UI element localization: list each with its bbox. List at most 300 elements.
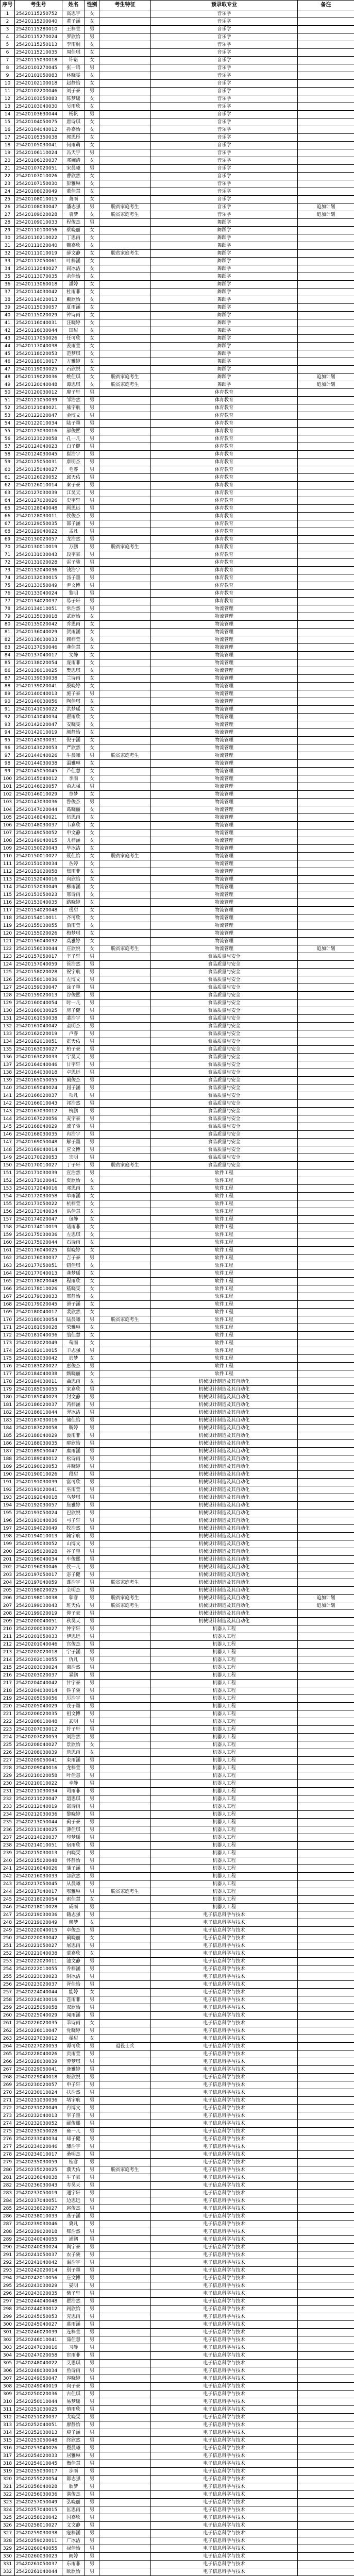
cell-feature — [99, 18, 151, 26]
cell-name: 茹佳慧 — [62, 2336, 85, 2344]
cell-feature — [99, 899, 151, 907]
cell-major: 食品质量与安全 — [151, 1069, 298, 1077]
cell-note — [298, 953, 354, 961]
cell-note — [298, 2437, 354, 2445]
cell-no: 292 — [1, 2259, 15, 2267]
cell-major: 软件工程 — [151, 1262, 298, 1270]
cell-sex: 男 — [85, 2182, 99, 2190]
cell-major: 机械设计制造及其自动化 — [151, 1448, 298, 1455]
cell-name: 左思琪 — [62, 1231, 85, 1239]
cell-sex: 男 — [85, 1154, 99, 1162]
cell-feature — [99, 1224, 151, 1231]
cell-no: 49 — [1, 381, 15, 389]
table-row — [1, 173, 354, 180]
cell-name: 扈俊杰 — [62, 2205, 85, 2213]
cell-sex: 男 — [85, 2066, 99, 2074]
table-row — [1, 1618, 354, 1625]
cell-name: 逄雅婷 — [62, 2066, 85, 2074]
cell-major: 机械设计制造及其自动化 — [151, 1409, 298, 1417]
cell-name: 古佳琪 — [62, 2391, 85, 2398]
cell-no: 211 — [1, 1633, 15, 1641]
cell-id: 25420147020044 — [15, 806, 62, 814]
cell-feature — [99, 2568, 151, 2576]
cell-sex: 男 — [85, 2228, 99, 2236]
cell-name: 杨帆 — [62, 111, 85, 118]
cell-sex: 男 — [85, 443, 99, 451]
cell-major: 体育教育 — [151, 497, 298, 505]
cell-sex: 男 — [85, 1641, 99, 1649]
cell-name: 翟雨欣 — [62, 714, 85, 721]
table-row — [1, 1139, 354, 1146]
table-row — [1, 2282, 354, 2290]
cell-name: 章梦 — [62, 791, 85, 799]
cell-id: 25420167020056 — [15, 1115, 62, 1123]
cell-no: 29 — [1, 227, 15, 234]
cell-no: 57 — [1, 443, 15, 451]
table-row — [1, 513, 354, 520]
table-row — [1, 2197, 354, 2205]
table-row — [1, 1255, 354, 1262]
cell-feature — [99, 1710, 151, 1718]
cell-name: 隗宇航 — [62, 1533, 85, 1540]
cell-feature — [99, 1046, 151, 1054]
cell-name: 储佳怡 — [62, 1417, 85, 1425]
cell-feature — [99, 2213, 151, 2221]
cell-id: 25420244030012 — [15, 2306, 62, 2313]
cell-name: 谷俊熙 — [62, 992, 85, 999]
cell-note — [298, 180, 354, 188]
cell-feature — [99, 1819, 151, 1826]
cell-feature — [99, 1525, 151, 1533]
cell-sex: 女 — [85, 242, 99, 250]
cell-id: 25420172030058 — [15, 1193, 62, 1200]
cell-name: 武欣怡 — [62, 613, 85, 621]
cell-sex: 男 — [85, 520, 99, 528]
table-row — [1, 729, 354, 737]
cell-name: 甘宇豪 — [62, 1680, 85, 1687]
table-row — [1, 505, 354, 513]
cell-name: 杭梓萱 — [62, 1200, 85, 1208]
cell-no: 142 — [1, 1100, 15, 1108]
cell-major: 机械设计制造及其自动化 — [151, 1587, 298, 1595]
cell-no: 5 — [1, 41, 15, 49]
cell-no: 280 — [1, 2166, 15, 2174]
cell-major: 体育教育 — [151, 536, 298, 544]
cell-no: 134 — [1, 1038, 15, 1046]
cell-feature — [99, 1324, 151, 1332]
cell-feature — [99, 2352, 151, 2360]
cell-note — [298, 1378, 354, 1386]
cell-name: 严欣然 — [62, 744, 85, 752]
cell-name: 司雨菲 — [62, 1788, 85, 1795]
cell-feature — [99, 2027, 151, 2035]
cell-note — [298, 2290, 354, 2298]
cell-id: 25420114020013 — [15, 296, 62, 304]
cell-note — [298, 49, 354, 57]
cell-id: 25420197040059 — [15, 1579, 62, 1587]
cell-no: 159 — [1, 1231, 15, 1239]
cell-feature — [99, 1417, 151, 1425]
cell-note — [298, 1208, 354, 1216]
cell-note — [298, 188, 354, 196]
cell-note — [298, 1927, 354, 1935]
cell-name: 雷子骏 — [62, 559, 85, 567]
cell-name: 洪梦瑶 — [62, 706, 85, 714]
cell-no: 315 — [1, 2437, 15, 2445]
cell-id: 25420208040027 — [15, 1741, 62, 1749]
cell-major: 物流管理 — [151, 644, 298, 652]
cell-id: 25420226010047 — [15, 2027, 62, 2035]
cell-note — [298, 2499, 354, 2506]
table-row — [1, 2097, 354, 2105]
table-row — [1, 482, 354, 489]
cell-note — [298, 1834, 354, 1842]
table-row — [1, 1425, 354, 1432]
cell-sex: 男 — [85, 1486, 99, 1494]
cell-sex: 男 — [85, 1479, 99, 1486]
cell-sex: 男 — [85, 219, 99, 227]
cell-no: 168 — [1, 1301, 15, 1309]
cell-feature — [99, 1935, 151, 1942]
table-row — [1, 884, 354, 891]
cell-no: 223 — [1, 1726, 15, 1734]
cell-name: 廖静怡 — [62, 2421, 85, 2429]
cell-id: 25420155020026 — [15, 930, 62, 938]
cell-id: 25420117050026 — [15, 335, 62, 343]
cell-major: 电子信息科学与技术 — [151, 1950, 298, 1958]
cell-id: 25420189040012 — [15, 1455, 62, 1463]
cell-no: 325 — [1, 2514, 15, 2522]
cell-note — [298, 922, 354, 930]
table-row — [1, 737, 354, 744]
table-header — [1, 1, 354, 10]
table-row — [1, 1185, 354, 1193]
cell-major: 物流管理 — [151, 652, 298, 659]
cell-name: 蓬浩宇 — [62, 1579, 85, 1587]
cell-feature — [99, 2050, 151, 2058]
cell-note — [298, 1819, 354, 1826]
cell-feature — [99, 2460, 151, 2468]
cell-name: 钟诗雨 — [62, 312, 85, 319]
cell-id: 25420181040036 — [15, 1332, 62, 1340]
table-row — [1, 1772, 354, 1780]
cell-note — [298, 1795, 354, 1803]
cell-note — [298, 1115, 354, 1123]
table-row — [1, 1502, 354, 1510]
cell-major: 电子信息科学与技术 — [151, 2221, 298, 2228]
cell-sex: 女 — [85, 57, 99, 64]
cell-sex: 男 — [85, 2120, 99, 2128]
cell-note — [298, 1123, 354, 1131]
cell-no: 264 — [1, 2043, 15, 2050]
cell-id: 25420110210022 — [15, 234, 62, 242]
cell-note — [298, 2553, 354, 2561]
cell-no: 45 — [1, 350, 15, 358]
cell-name: 赖梦 — [62, 1919, 85, 1927]
cell-name: 汪晓婷 — [62, 319, 85, 327]
cell-no: 1 — [1, 10, 15, 18]
cell-no: 172 — [1, 1332, 15, 1340]
cell-feature — [99, 319, 151, 327]
cell-feature — [99, 2228, 151, 2236]
cell-feature — [99, 2313, 151, 2321]
cell-name: 祁浩然 — [62, 1100, 85, 1108]
cell-major: 机械设计制造及其自动化 — [151, 1440, 298, 1448]
cell-id: 25420172040016 — [15, 1185, 62, 1193]
cell-id: 25420214020037 — [15, 1834, 62, 1842]
cell-name: 车俊熙 — [62, 1556, 85, 1564]
cell-note — [298, 2452, 354, 2460]
cell-sex: 男 — [85, 992, 99, 999]
table-row — [1, 1455, 354, 1463]
cell-no: 38 — [1, 296, 15, 304]
cell-sex: 男 — [85, 1726, 99, 1734]
cell-no: 179 — [1, 1386, 15, 1394]
cell-id: 25420206020035 — [15, 1710, 62, 1718]
cell-no: 278 — [1, 2151, 15, 2159]
cell-name: 宗明 — [62, 1154, 85, 1162]
cell-major: 机械设计制造及其自动化 — [151, 1378, 298, 1386]
cell-major: 电子信息科学与技术 — [151, 2414, 298, 2421]
cell-note — [298, 482, 354, 489]
cell-id: 25420178020048 — [15, 1278, 62, 1285]
table-row — [1, 1942, 354, 1950]
cell-id: 25420167030012 — [15, 1108, 62, 1115]
cell-name: 潘志强 — [62, 204, 85, 211]
cell-feature: 脱贫家庭考生 — [99, 945, 151, 953]
table-row — [1, 142, 354, 149]
cell-major: 机器人工程 — [151, 1803, 298, 1811]
cell-no: 303 — [1, 2344, 15, 2352]
table-row — [1, 420, 354, 428]
cell-feature — [99, 304, 151, 312]
cell-feature — [99, 1471, 151, 1479]
table-row — [1, 1363, 354, 1370]
cell-feature — [99, 1340, 151, 1347]
cell-note — [298, 1587, 354, 1595]
table-row — [1, 95, 354, 103]
cell-id: 25420127030039 — [15, 489, 62, 497]
cell-feature — [99, 10, 151, 18]
cell-feature — [99, 1788, 151, 1795]
cell-feature — [99, 126, 151, 134]
cell-feature — [99, 451, 151, 459]
table-row — [1, 845, 354, 853]
cell-id: 25420249040019 — [15, 2383, 62, 2391]
cell-sex: 女 — [85, 644, 99, 652]
table-row — [1, 296, 354, 304]
table-row — [1, 219, 354, 227]
cell-major: 物流管理 — [151, 806, 298, 814]
cell-id: 25420209040016 — [15, 1765, 62, 1772]
cell-note — [298, 2259, 354, 2267]
table-row — [1, 1394, 354, 1401]
cell-sex: 女 — [85, 281, 99, 289]
cell-name: 夏雨涵 — [62, 304, 85, 312]
cell-major: 物流管理 — [151, 884, 298, 891]
table-row — [1, 1046, 354, 1054]
cell-feature — [99, 1680, 151, 1687]
table-row — [1, 1285, 354, 1293]
cell-id: 25420165040024 — [15, 1084, 62, 1092]
cell-feature — [99, 1803, 151, 1811]
cell-name: 邓思雨 — [62, 1185, 85, 1193]
cell-id: 25420139030038 — [15, 675, 62, 683]
cell-sex: 女 — [85, 1301, 99, 1309]
cell-name: 芮梓涵 — [62, 1401, 85, 1409]
table-row — [1, 1973, 354, 1981]
cell-id: 25420152030049 — [15, 884, 62, 891]
header-sex: 性别 — [85, 1, 99, 10]
cell-feature — [99, 1942, 151, 1950]
cell-note — [298, 2228, 354, 2236]
cell-feature — [99, 1548, 151, 1556]
cell-note — [298, 420, 354, 428]
cell-sex: 女 — [85, 2020, 99, 2027]
table-row — [1, 2375, 354, 2383]
cell-no: 267 — [1, 2066, 15, 2074]
cell-name: 钮佳琪 — [62, 1262, 85, 1270]
cell-major: 舞蹈学 — [151, 250, 298, 258]
table-row — [1, 675, 354, 683]
cell-feature — [99, 2437, 151, 2445]
cell-name: 宿雨欣 — [62, 1842, 85, 1850]
cell-no: 202 — [1, 1564, 15, 1571]
cell-name: 汤子墨 — [62, 574, 85, 582]
cell-note — [298, 227, 354, 234]
table-row — [1, 428, 354, 435]
cell-name: 庄欣悦 — [62, 945, 85, 953]
cell-feature — [99, 822, 151, 829]
cell-id: 25420253040026 — [15, 2445, 62, 2452]
cell-no: 14 — [1, 111, 15, 118]
table-row — [1, 2050, 354, 2058]
cell-major: 电子信息科学与技术 — [151, 2491, 298, 2499]
cell-major: 机械设计制造及其自动化 — [151, 1494, 298, 1502]
cell-note — [298, 1718, 354, 1726]
cell-no: 10 — [1, 80, 15, 88]
cell-name: 易子轩 — [62, 598, 85, 605]
cell-note — [298, 999, 354, 1007]
cell-no: 40 — [1, 312, 15, 319]
cell-feature — [99, 2128, 151, 2136]
cell-id: 25420104050075 — [15, 118, 62, 126]
cell-note — [298, 1641, 354, 1649]
table-row — [1, 1108, 354, 1115]
cell-sex: 男 — [85, 505, 99, 513]
cell-major: 食品质量与安全 — [151, 1115, 298, 1123]
cell-name: 宦雨菲 — [62, 2352, 85, 2360]
cell-note — [298, 1741, 354, 1749]
table-row — [1, 1432, 354, 1440]
cell-id: 25420194020049 — [15, 1525, 62, 1533]
cell-id: 25420168030035 — [15, 1131, 62, 1139]
cell-no: 9 — [1, 72, 15, 80]
cell-no: 220 — [1, 1703, 15, 1710]
cell-major: 电子信息科学与技术 — [151, 2004, 298, 2012]
cell-note — [298, 2421, 354, 2429]
cell-major: 电子信息科学与技术 — [151, 2128, 298, 2136]
cell-major: 电子信息科学与技术 — [151, 2190, 298, 2197]
cell-sex: 女 — [85, 721, 99, 729]
cell-note — [298, 1479, 354, 1486]
table-row — [1, 2437, 354, 2445]
cell-major: 物流管理 — [151, 938, 298, 945]
cell-id: 25420188040029 — [15, 1432, 62, 1440]
cell-feature — [99, 984, 151, 992]
cell-no: 224 — [1, 1734, 15, 1741]
table-row — [1, 26, 354, 33]
cell-note: 追加计划 — [298, 374, 354, 381]
cell-id: 25420248030034 — [15, 2367, 62, 2375]
cell-major: 食品质量与安全 — [151, 992, 298, 999]
cell-sex: 男 — [85, 2391, 99, 2398]
cell-id: 25420190020053 — [15, 1463, 62, 1471]
table-row — [1, 1100, 354, 1108]
cell-note — [298, 1262, 354, 1270]
cell-note — [298, 2375, 354, 2383]
cell-note — [298, 1309, 354, 1316]
cell-major: 食品质量与安全 — [151, 1162, 298, 1170]
cell-sex: 男 — [85, 420, 99, 428]
cell-note — [298, 1664, 354, 1672]
cell-id: 25420234010017 — [15, 2151, 62, 2159]
cell-sex: 女 — [85, 667, 99, 675]
cell-feature — [99, 1139, 151, 1146]
cell-note — [298, 165, 354, 173]
cell-id: 25420187030016 — [15, 1417, 62, 1425]
cell-sex: 男 — [85, 2499, 99, 2506]
cell-no: 230 — [1, 1780, 15, 1788]
table-row — [1, 2406, 354, 2414]
cell-note — [298, 791, 354, 799]
cell-id: 25420228040026 — [15, 2050, 62, 2058]
cell-sex: 男 — [85, 2190, 99, 2197]
cell-name: 龚佳慧 — [62, 644, 85, 652]
table-row — [1, 103, 354, 111]
cell-no: 271 — [1, 2097, 15, 2105]
cell-major: 物流管理 — [151, 768, 298, 775]
cell-feature — [99, 582, 151, 590]
cell-note — [298, 2143, 354, 2151]
table-row — [1, 806, 354, 814]
cell-sex: 男 — [85, 451, 99, 459]
table-row — [1, 799, 354, 806]
cell-major: 食品质量与安全 — [151, 1084, 298, 1092]
table-row — [1, 1054, 354, 1061]
cell-major: 物流管理 — [151, 621, 298, 629]
cell-feature — [99, 1904, 151, 1911]
cell-major: 音乐学 — [151, 173, 298, 180]
cell-major: 物流管理 — [151, 698, 298, 706]
cell-no: 128 — [1, 992, 15, 999]
cell-id: 25420233040034 — [15, 2136, 62, 2143]
cell-feature — [99, 652, 151, 659]
table-row — [1, 1850, 354, 1857]
cell-note — [298, 1610, 354, 1618]
cell-note — [298, 2251, 354, 2259]
cell-id: 25420223020037 — [15, 1981, 62, 1989]
cell-feature — [99, 41, 151, 49]
cell-feature — [99, 2491, 151, 2499]
cell-feature — [99, 1749, 151, 1757]
cell-note — [298, 1324, 354, 1332]
cell-feature — [99, 1958, 151, 1965]
table-row — [1, 2120, 354, 2128]
cell-id: 25420251030025 — [15, 2406, 62, 2414]
cell-no: 55 — [1, 428, 15, 435]
cell-id: 25420233050028 — [15, 2128, 62, 2136]
